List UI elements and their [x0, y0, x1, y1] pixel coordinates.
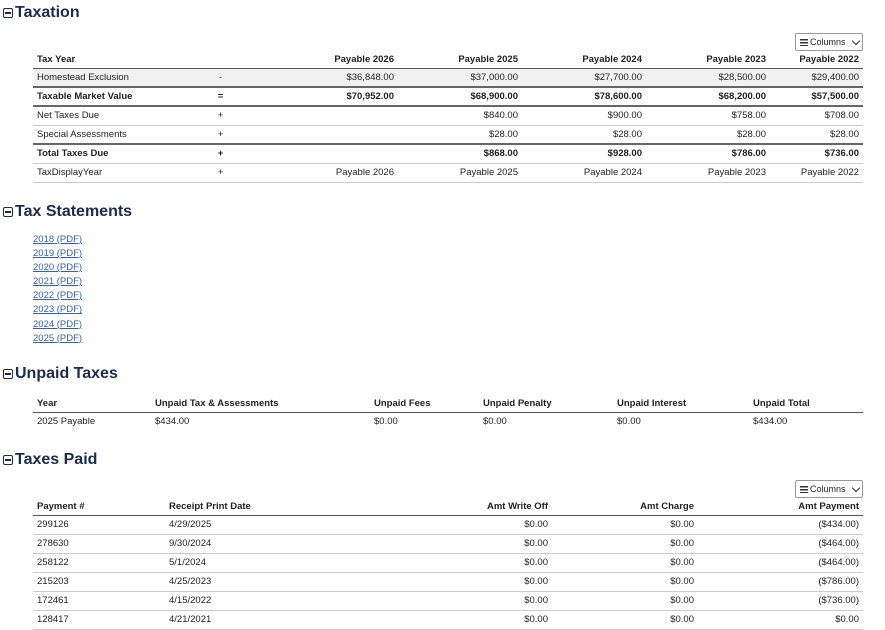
- collapse-icon[interactable]: [3, 8, 13, 18]
- statement-pdf-link[interactable]: 2021 (PDF): [33, 276, 83, 288]
- cell-value: ($434.00): [698, 515, 863, 534]
- cell-value: $0.00: [552, 515, 698, 534]
- cell-value: $0.00: [483, 416, 507, 428]
- table-row: [33, 412, 863, 431]
- cell-value: $28,500.00: [646, 68, 770, 87]
- cell-value: $868.00: [398, 144, 522, 163]
- cell-value: [253, 144, 398, 163]
- row-operator: +: [188, 163, 253, 182]
- chevron-down-icon: [851, 483, 859, 491]
- column-header[interactable]: Tax Year: [33, 51, 188, 68]
- cell-value: $0.00: [617, 416, 641, 428]
- row-operator: +: [188, 144, 253, 163]
- unpaid-taxes-table: [33, 395, 863, 431]
- cell-value: Payable 2023: [646, 163, 770, 182]
- cell-value: $0.00: [552, 572, 698, 591]
- cell-value: 172461: [33, 591, 165, 610]
- cell-value: $68,200.00: [646, 87, 770, 106]
- cell-value: Payable 2026: [253, 163, 398, 182]
- collapse-icon[interactable]: [3, 207, 13, 217]
- table-row: [33, 534, 863, 553]
- column-header[interactable]: Receipt Print Date: [165, 498, 375, 515]
- cell-value: $708.00: [770, 106, 863, 125]
- row-operator: -: [188, 68, 253, 87]
- cell-value: $70,952.00: [253, 87, 398, 106]
- column-header[interactable]: Unpaid Penalty: [479, 395, 613, 412]
- cell-value: $36,848.00: [253, 68, 398, 87]
- column-header[interactable]: Unpaid Tax & Assessments: [151, 395, 370, 412]
- cell-value: Payable 2024: [522, 163, 646, 182]
- column-header[interactable]: Unpaid Total: [749, 395, 863, 412]
- chevron-down-icon: [851, 36, 859, 44]
- cell-value: 4/15/2022: [165, 591, 375, 610]
- statement-pdf-link[interactable]: 2020 (PDF): [33, 262, 83, 274]
- cell-value: $0.00: [375, 515, 552, 534]
- taxation-title: Taxation: [15, 4, 80, 21]
- table-row: [33, 591, 863, 610]
- table-header-row: [33, 498, 863, 515]
- cell-value: $0.00: [375, 610, 552, 629]
- tax-statements-title: Tax Statements: [15, 203, 133, 220]
- cell-value: $68,900.00: [398, 87, 522, 106]
- cell-value: $0.00: [375, 591, 552, 610]
- cell-value: $0.00: [698, 610, 863, 629]
- taxes-paid-section-header[interactable]: [3, 451, 97, 469]
- table-row: [33, 106, 863, 125]
- unpaid-taxes-section-header[interactable]: [3, 365, 118, 383]
- statement-pdf-link[interactable]: 2025 (PDF): [33, 332, 83, 344]
- cell-value: 4/21/2021: [165, 610, 375, 629]
- unpaid-taxes-title: Unpaid Taxes: [15, 365, 118, 382]
- cell-value: ($464.00): [698, 534, 863, 553]
- row-label: Total Taxes Due: [33, 144, 188, 163]
- statement-pdf-link[interactable]: 2024 (PDF): [33, 318, 83, 330]
- taxes-paid-columns-button[interactable]: [795, 480, 863, 498]
- cell-value: 4/29/2025: [165, 515, 375, 534]
- row-label: Net Taxes Due: [33, 106, 188, 125]
- cell-value: $37,000.00: [398, 68, 522, 87]
- column-header[interactable]: Unpaid Fees: [370, 395, 479, 412]
- list-icon: [800, 486, 808, 493]
- cell-value: $840.00: [398, 106, 522, 125]
- cell-value: $0.00: [375, 553, 552, 572]
- cell-value: 5/1/2024: [165, 553, 375, 572]
- cell-value: $434.00: [753, 416, 788, 428]
- cell-value: Payable 2025: [398, 163, 522, 182]
- row-label: TaxDisplayYear: [33, 163, 188, 182]
- cell-value: $28.00: [398, 125, 522, 144]
- taxation-section-header[interactable]: [3, 4, 80, 22]
- tax-statements-section-header[interactable]: [3, 203, 132, 221]
- taxation-table: [33, 51, 863, 183]
- table-row: [33, 68, 863, 87]
- cell-value: Payable 2022: [770, 163, 863, 182]
- cell-value: $786.00: [646, 144, 770, 163]
- list-icon: [800, 39, 808, 46]
- column-header[interactable]: Year: [33, 395, 151, 412]
- taxes-paid-title: Taxes Paid: [15, 451, 98, 468]
- cell-value: 4/25/2023: [165, 572, 375, 591]
- table-row: [33, 572, 863, 591]
- columns-button-label: Columns: [810, 37, 846, 47]
- cell-value: $434.00: [155, 416, 190, 428]
- row-operator: =: [188, 87, 253, 106]
- cell-value: 9/30/2024: [165, 534, 375, 553]
- column-header[interactable]: Unpaid Interest: [613, 395, 749, 412]
- column-header[interactable]: Payable 2025: [398, 51, 522, 68]
- cell-value: $0.00: [375, 572, 552, 591]
- cell-value: [253, 125, 398, 144]
- taxation-columns-button[interactable]: [795, 33, 863, 51]
- cell-value: [253, 106, 398, 125]
- column-header: [188, 51, 253, 68]
- collapse-icon[interactable]: [3, 455, 13, 465]
- row-label: Special Assessments: [33, 125, 188, 144]
- column-header[interactable]: Payable 2024: [522, 51, 646, 68]
- cell-value: $736.00: [770, 144, 863, 163]
- cell-value: $0.00: [374, 416, 398, 428]
- cell-value: $0.00: [552, 591, 698, 610]
- statement-pdf-link[interactable]: 2018 (PDF): [33, 234, 83, 245]
- cell-value: ($786.00): [698, 572, 863, 591]
- table-header-row: [33, 51, 863, 68]
- statement-pdf-link[interactable]: 2019 (PDF): [33, 248, 83, 260]
- cell-value: $78,600.00: [522, 87, 646, 106]
- table-row: [33, 125, 863, 144]
- column-header[interactable]: Amt Write Off: [375, 498, 552, 515]
- cell-value: 128417: [33, 610, 165, 629]
- cell-value: ($736.00): [698, 591, 863, 610]
- column-header[interactable]: Payable 2022: [770, 51, 863, 68]
- column-header[interactable]: Payable 2026: [253, 51, 398, 68]
- column-header[interactable]: Amt Charge: [552, 498, 698, 515]
- table-row: [33, 163, 863, 182]
- table-row: [33, 610, 863, 629]
- columns-button-label: Columns: [810, 484, 846, 494]
- collapse-icon[interactable]: [3, 369, 13, 379]
- table-row: [33, 87, 863, 106]
- table-header-row: [33, 395, 863, 412]
- statement-pdf-link[interactable]: 2023 (PDF): [33, 304, 83, 316]
- cell-value: 258122: [33, 553, 165, 572]
- column-header[interactable]: Payable 2023: [646, 51, 770, 68]
- cell-value: 2025 Payable: [37, 416, 96, 428]
- cell-value: $29,400.00: [770, 68, 863, 87]
- cell-value: 215203: [33, 572, 165, 591]
- column-header[interactable]: Payment #: [33, 498, 165, 515]
- tax-statement-links: [33, 233, 82, 346]
- statement-pdf-link[interactable]: 2022 (PDF): [33, 290, 83, 302]
- cell-value: $0.00: [552, 610, 698, 629]
- row-operator: +: [188, 106, 253, 125]
- cell-value: $27,700.00: [522, 68, 646, 87]
- cell-value: $28.00: [646, 125, 770, 144]
- column-header[interactable]: Amt Payment: [698, 498, 863, 515]
- cell-value: $28.00: [770, 125, 863, 144]
- row-operator: +: [188, 125, 253, 144]
- cell-value: $900.00: [522, 106, 646, 125]
- cell-value: ($464.00): [698, 553, 863, 572]
- cell-value: $28.00: [522, 125, 646, 144]
- cell-value: 278630: [33, 534, 165, 553]
- cell-value: 299126: [33, 515, 165, 534]
- cell-value: $0.00: [552, 553, 698, 572]
- taxes-paid-table: [33, 498, 863, 630]
- row-label: Taxable Market Value: [33, 87, 188, 106]
- cell-value: $928.00: [522, 144, 646, 163]
- table-row: [33, 144, 863, 163]
- table-row: [33, 515, 863, 534]
- cell-value: $57,500.00: [770, 87, 863, 106]
- cell-value: $0.00: [375, 534, 552, 553]
- row-label: Homestead Exclusion: [33, 68, 188, 87]
- cell-value: $758.00: [646, 106, 770, 125]
- cell-value: $0.00: [552, 534, 698, 553]
- table-row: [33, 553, 863, 572]
